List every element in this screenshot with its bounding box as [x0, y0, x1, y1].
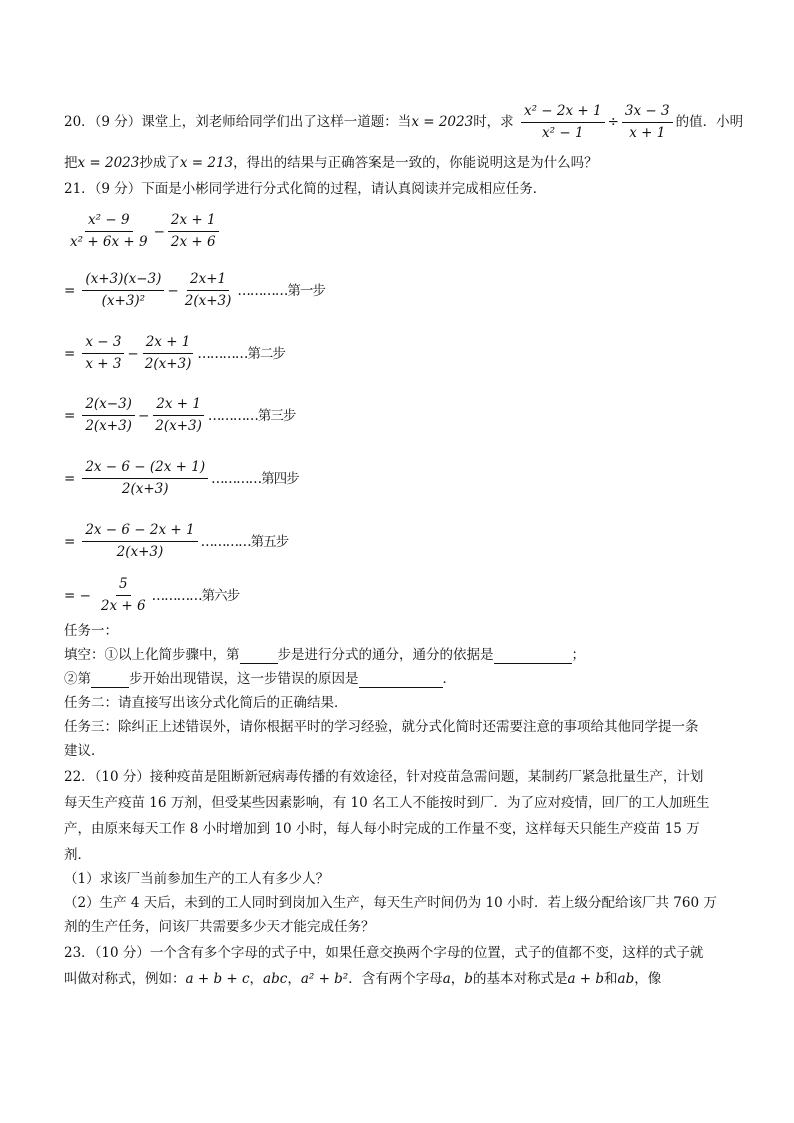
answer-blank[interactable] [91, 673, 129, 688]
q22-part1: （1）求该厂当前参加生产的工人有多少人？ [64, 871, 330, 887]
task1-fill-line: 填空：①以上化简步骤中，第 步是进行分式的通分，通分的依据是 ； [64, 647, 585, 663]
step-label: …………第四步 [211, 470, 299, 487]
q21-start-expression: $\frac{\text{x² − 9}}{\text{x² + 6x + 9}}$ − $\frac{2x + 1}{2x + 6}$ [64, 212, 222, 251]
q20-text-mid: 时，求 [473, 114, 514, 130]
q21-step-5: = $\frac{2x - 6 - 2x + 1}{2(x+3)}$ …………第五步 [64, 522, 289, 560]
task1-second-line: ②第 步开始出现错误，这一步错误的原因是 ． [64, 671, 456, 687]
answer-blank[interactable] [240, 649, 278, 664]
q22-line2: 每天生产疫苗 16 万剂，但受某些因素影响，有 10 名工人不能按时到厂．为了应对疫情，回厂的工人加班生 [64, 795, 710, 811]
step-label: …………第一步 [237, 282, 325, 299]
step-label: …………第三步 [207, 407, 296, 424]
q20-text-post: 的值．小明 [675, 114, 744, 130]
answer-blank[interactable] [359, 673, 443, 688]
task3-line2: 建议． [64, 743, 105, 759]
step-label: …………第五步 [200, 533, 289, 550]
task2: 任务二：请直接写出该分式化简后的正确结果． [64, 695, 348, 711]
q20-fraction-1: $\frac{\text{x² − 2x + 1}}{\text{x² − 1}}$ [521, 103, 605, 142]
q21-intro: 21．（9 分）下面是小彬同学进行分式化简的过程，请认真阅读并完成相应任务． [64, 181, 547, 197]
q21-step-3: = $\frac{2(x-3)}{2(x+3)}$ − $\frac{2x + 1}{2(x+3)}$ …………第三步 [64, 396, 296, 434]
q23-line2: 叫做对称式，例如：a + b + c，abc，a² + b²．含有两个字母a，b的基本对称式是a + b和ab，像 [64, 971, 662, 987]
q20-text: 20．（9 分）课堂上，刘老师给同学们出了这样一道题：当 [64, 114, 412, 130]
q22-line4: 剂． [64, 847, 91, 863]
step-label: …………第二步 [197, 345, 285, 362]
divide-sign: ÷ [607, 114, 619, 130]
task1-title: 任务一： [64, 623, 118, 639]
q22-part2-line1: （2）生产 4 天后，未到的工人同时到岗加入生产，每天生产时间仍为 10 小时．若上级分配给该厂共 760 万 [64, 895, 717, 911]
q21-step-6: = − $\frac{5}{2x + 6}$ …………第六步 [64, 576, 240, 614]
q21-step-4: = $\frac{2x - 6 - (2x + 1)}{2(x+3)}$ …………第四步 [64, 459, 299, 497]
q20-fraction-2: $\frac{3x - 3}{x + 1}$ [622, 103, 673, 142]
q23-line1: 23．（10 分）一个含有多个字母的式子中，如果任意交换两个字母的位置，式子的值都不变，这样的式子就 [64, 945, 704, 961]
answer-blank[interactable] [494, 649, 572, 664]
step-label: …………第六步 [151, 587, 240, 604]
q22-part2-line2: 剂的生产任务，问该厂共需要多少天才能完成任务？ [64, 919, 375, 935]
q22-line3: 产，由原来每天工作 8 小时增加到 10 小时，每人每小时完成的工作量不变，这样每天只能生产疫苗 15 万 [64, 821, 700, 837]
q20-line2: 把x = 2023抄成了x = 213，得出的结果与正确答案是一致的，你能说明这是为什么吗？ [64, 155, 598, 171]
q20-condition: x = 2023 [411, 114, 474, 130]
task3-line1: 任务三：除纠正上述错误外，请你根据平时的学习经验，就分式化简时还需要注意的事项给其他同学提一条 [64, 719, 699, 735]
q21-step-2: = $\frac{x - 3}{x + 3}$ − $\frac{2x + 1}{2(x+3)}$ …………第二步 [64, 334, 285, 372]
q20-line1 [64, 103, 743, 142]
q22-line1: 22．（10 分）接种疫苗是阻断新冠病毒传播的有效途径，针对疫苗急需问题，某制药厂紧急批量生产，计划 [64, 769, 704, 785]
q21-step-1: = $\frac{(x+3)(x-3)}{\text{(x+3)²}}$ − $\frac{2x+1}{2(x+3)}$ …………第一步 [64, 271, 325, 309]
